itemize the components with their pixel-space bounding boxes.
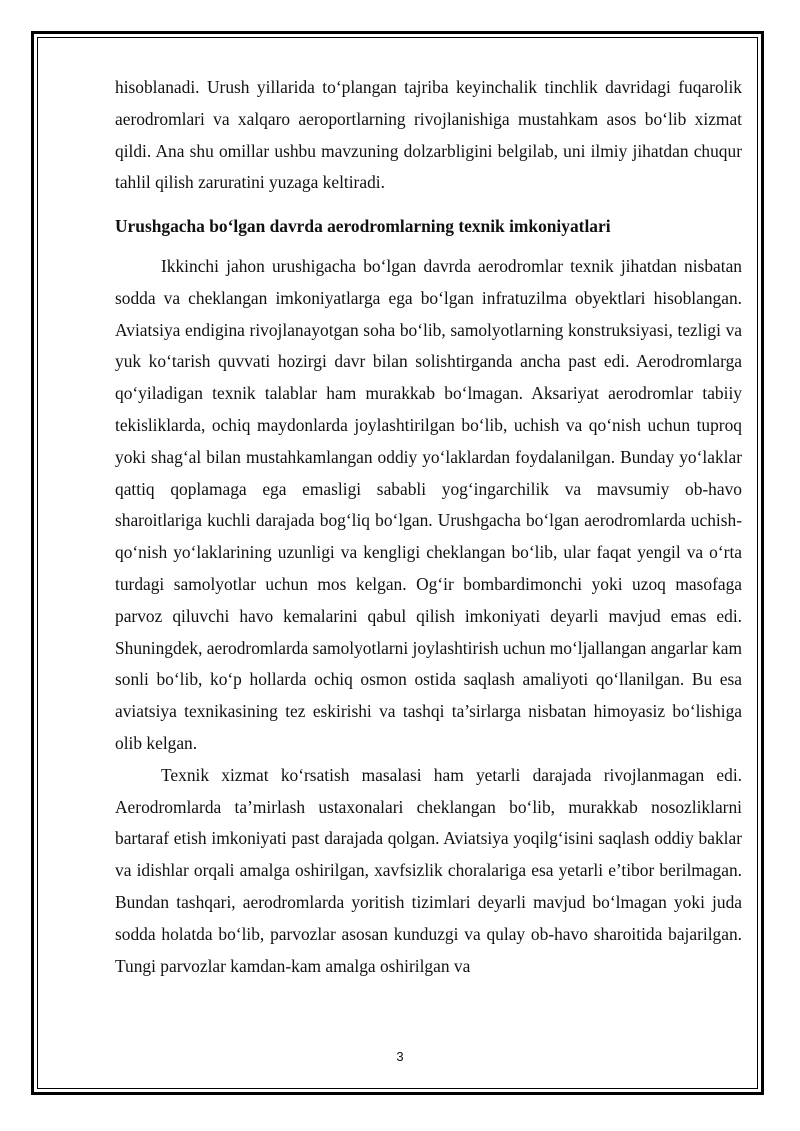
paragraph-technical-service: Texnik xizmat ko‘rsatish masalasi ham yetarli darajada rivojlanmagan edi. Aerodromlarda ta’mirlash ustaxonalari cheklangan bo‘lib, murakkab nosozliklarni bartaraf etish imkoniyati past darajada qolgan. Aviatsiya yoqilg‘isini saqlash oddiy baklar va idishlar orqali amalga oshirilgan, xavfsizlik choralariga esa yetarli e’tibor berilmagan. Bundan tashqari, aerodromlarda yoritish tizimlari deyarli mavjud bo‘lmagan yoki juda sodda holatda bo‘lib, parvozlar asosan kunduzgi va qulay ob-havo sharoitida bajarilgan. Tungi parvozlar kamdan-kam amalga oshirilgan va	[115, 764, 742, 976]
page-number: 3	[396, 1049, 404, 1064]
paragraph-prewar-aerodromes: Ikkinchi jahon urushigacha bo‘lgan davrda aerodromlar texnik jihatdan nisbatan sodda va cheklangan imkoniyatlarga ega bo‘lgan infratuzilma obyektlari hisoblangan. Aviatsiya endigina rivojlanayotgan soha bo‘lib, samolyotlarning konstruksiyasi, tezligi va yuk ko‘tarish quvvati hozirgi davr bilan solishtirganda ancha past edi. Aerodromlarga qo‘yiladigan texnik talablar ham murakkab bo‘lmagan. Aksariyat aerodromlar tabiiy tekisliklarda, ochiq maydonlarda joylashtirilgan bo‘lib, uchish va qo‘nish uchun tuproq yoki shag‘al bilan mustahkamlangan oddiy yo‘laklardan foydalanilgan. Bunday yo‘laklar qattiq qoplamaga ega emasligi sababli yog‘ingarchilik va mavsumiy ob-havo sharoitlariga kuchli darajada bog‘liq bo‘lgan. Urushgacha bo‘lgan aerodromlarda uchish-qo‘nish yo‘laklarining uzunligi va kengligi cheklangan bo‘lib, ular faqat yengil va o‘rta turdagi samolyotlar uchun mos kelgan. Og‘ir bombardimonchi yoki uzoq masofaga parvoz qiluvchi havo kemalarini qabul qilish imkoniyati deyarli mavjud emas edi. Shuningdek, aerodromlarda samolyotlarni joylashtirish uchun mo‘ljallangan angarlar kam sonli bo‘lib, ko‘p hollarda ochiq osmon ostida saqlash amaliyoti qo‘llanilgan. Bu esa aviatsiya texnikasining tez eskirishi va tashqi ta’sirlarga nisbatan himoyasiz bo‘lishiga olib kelgan.	[115, 255, 742, 753]
paragraph-continued: hisoblanadi. Urush yillarida to‘plangan tajriba keyinchalik tinchlik davridagi fuqarolik aerodromlari va xalqaro aeroportlarning rivojlanishiga mustahkam asos bo‘lib xizmat qildi. Ana shu omillar ushbu mavzuning dolzarbligini belgilab, uni ilmiy jihatdan chuqur tahlil qilish zaruratini yuzaga keltiradi.	[115, 77, 742, 193]
section-heading: Urushgacha bo‘lgan davrda aerodromlarning texnik imkoniyatlari	[115, 216, 611, 237]
document-body	[115, 72, 742, 982]
